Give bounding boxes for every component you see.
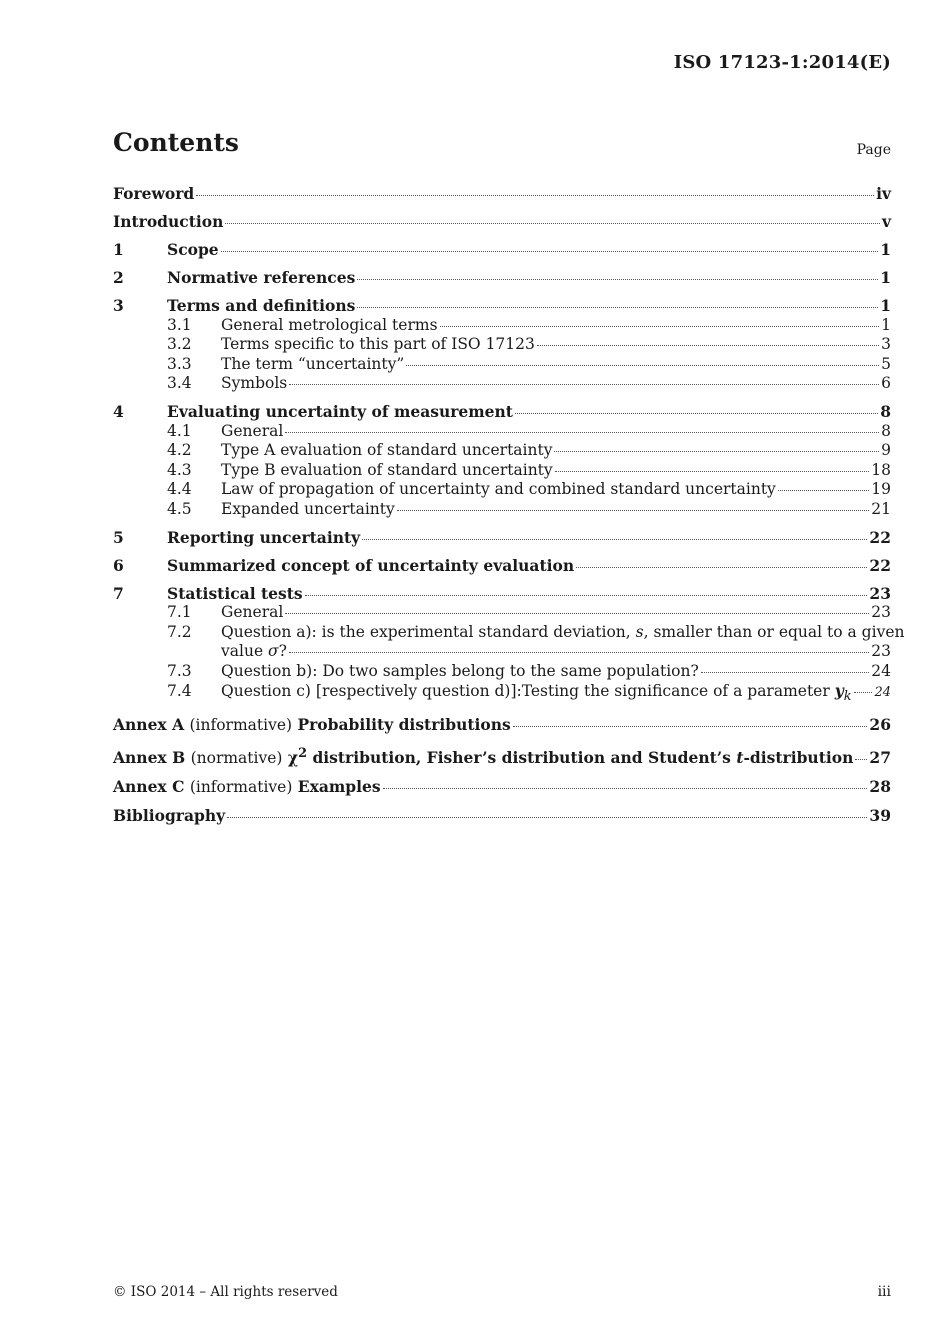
toc-entry-4-4[interactable] (113, 480, 891, 500)
toc-entry-number: 3.4 (167, 374, 192, 392)
toc-entry-3-3[interactable] (113, 355, 891, 375)
toc-entry-normative-references[interactable] (113, 268, 891, 288)
toc-entry-label (113, 744, 853, 769)
label-part: , smaller than or equal to a given (643, 622, 905, 641)
document-id: ISO 17123-1:2014(E) (673, 52, 891, 73)
toc-entry-number: 4.1 (167, 421, 192, 440)
toc-entry-label (221, 681, 852, 707)
toc-entry-label (113, 777, 381, 798)
toc-entry-number: 7 (113, 583, 124, 603)
annex-type: (informative) (189, 778, 293, 797)
symbol-chi: χ (287, 748, 299, 768)
toc-entry-label: Foreword (113, 184, 195, 203)
toc-entry-label: Introduction (113, 212, 224, 231)
dot-leader (515, 413, 878, 414)
toc-entry-label: Question b): Do two samples belong to the same population? (221, 661, 699, 680)
symbol-sigma: σ (268, 642, 279, 660)
toc-entry-page: 1 (881, 315, 891, 334)
toc-entry-page: 23 (871, 642, 891, 660)
toc-entry-bibliography[interactable] (113, 806, 891, 826)
toc-entry-4-5[interactable] (113, 500, 891, 520)
label-part: ? (278, 642, 287, 660)
dot-leader (778, 490, 869, 491)
dot-leader (855, 759, 867, 760)
toc-entry-7-4[interactable] (113, 681, 891, 707)
annex-type: (informative) (189, 716, 293, 735)
toc-entry-number: 1 (113, 240, 124, 259)
label-part: value (221, 642, 269, 660)
toc-entry-label: Bibliography (113, 806, 226, 826)
toc-entry-number: 3.2 (167, 335, 192, 353)
dot-leader (285, 432, 879, 433)
toc-entry-reporting-uncertainty[interactable] (113, 528, 891, 548)
label-part: Question c) [respectively question d)]:Testing the significance of a parameter (221, 682, 835, 700)
toc-entry-evaluating-uncertainty[interactable] (113, 402, 891, 422)
toc-entry-page: 23 (871, 603, 891, 621)
toc-entry-3-1[interactable] (113, 316, 891, 336)
toc-entry-label: Normative references (167, 268, 356, 287)
toc-entry-number: 4.2 (167, 441, 192, 459)
toc-entry-page: 8 (880, 402, 891, 421)
toc-entry-number: 6 (113, 555, 124, 575)
toc-entry-label: Summarized concept of uncertainty evaluation (167, 555, 575, 575)
annex-type: (normative) (190, 749, 283, 768)
toc-entry-number: 4.5 (167, 499, 192, 518)
toc-entry-label: The term “uncertainty” (221, 354, 405, 373)
dot-leader (555, 471, 870, 472)
toc-entry-number: 4 (113, 402, 124, 421)
contents-heading-row (113, 128, 891, 168)
dot-leader (576, 567, 867, 568)
toc-entry-4-3[interactable] (113, 461, 891, 481)
toc-entry-page: 23 (869, 583, 891, 603)
toc-entry-introduction[interactable] (113, 212, 891, 232)
toc-entry-7-3[interactable] (113, 662, 891, 682)
dot-leader (225, 223, 880, 224)
toc-entry-annex-b[interactable] (113, 744, 891, 769)
dot-leader (289, 384, 879, 385)
toc-entry-page: 27 (869, 748, 891, 768)
toc-entry-page: 22 (869, 555, 891, 575)
toc-entry-page: 21 (871, 499, 891, 518)
dot-leader (357, 279, 878, 280)
toc-entry-label: Type A evaluation of standard uncertainty (221, 441, 553, 459)
dot-leader (227, 817, 867, 818)
toc-entry-label: Expanded uncertainty (221, 499, 395, 518)
toc-entry-terms-and-definitions[interactable] (113, 296, 891, 316)
label-part: Question a): is the experimental standard deviation, (221, 622, 636, 641)
toc-entry-label: Terms and definitions (167, 296, 356, 315)
toc-entry-label: General (221, 603, 284, 621)
superscript-2: 2 (298, 746, 308, 762)
toc-entry-number: 7.1 (167, 603, 192, 621)
toc-entry-number: 2 (113, 268, 124, 287)
toc-entry-scope[interactable] (113, 240, 891, 260)
toc-entry-label: Terms specific to this part of ISO 17123 (221, 335, 535, 353)
toc-entry-7-2-continued[interactable] (113, 642, 891, 662)
toc-entry-page: 39 (869, 806, 891, 826)
toc-entry-page: v (881, 212, 891, 231)
dot-leader (440, 326, 880, 327)
toc-entry-page: 24 (874, 685, 891, 700)
toc-entry-page: 3 (881, 335, 891, 353)
annex-prefix: Annex C (113, 777, 185, 797)
toc-entry-page: 9 (881, 441, 891, 459)
toc-entry-page: 6 (881, 374, 891, 392)
toc-entry-number: 7.2 (167, 622, 192, 641)
dot-leader (513, 726, 868, 727)
page-number: iii (877, 1284, 891, 1300)
page-title: Contents (113, 128, 240, 157)
toc-entry-number: 5 (113, 527, 124, 547)
annex-prefix: Annex A (113, 715, 185, 735)
annex-title: Probability distributions (297, 715, 511, 735)
toc-entry-label (113, 715, 511, 736)
toc-entry-number: 7.3 (167, 661, 192, 680)
toc-entry-page: 1 (880, 268, 891, 287)
page-column-label: Page (856, 142, 891, 158)
toc-entry-3-4[interactable] (113, 374, 891, 394)
toc-entry-7-2[interactable] (113, 622, 905, 643)
toc-entry-annex-a[interactable] (113, 715, 891, 736)
dot-leader (285, 613, 869, 614)
dot-leader (854, 692, 873, 693)
toc-entry-label: Reporting uncertainty (167, 527, 361, 547)
toc-entry-page: 24 (871, 661, 891, 680)
toc-entry-label: Law of propagation of uncertainty and combined standard uncertainty (221, 480, 776, 498)
dot-leader (701, 672, 869, 673)
toc-entry-page: 28 (869, 777, 891, 797)
dot-leader (537, 345, 879, 346)
symbol-s: s (635, 622, 644, 641)
toc-entry-label: General metrological terms (221, 315, 438, 334)
toc-entry-label: Evaluating uncertainty of measurement (167, 402, 513, 421)
toc-entry-number: 3.1 (167, 315, 192, 334)
toc-entry-page: 8 (881, 421, 891, 440)
toc-entry-number: 7.4 (167, 682, 192, 700)
toc-entry-label: Scope (167, 240, 219, 259)
table-of-contents (113, 184, 905, 826)
dot-leader (397, 510, 869, 511)
toc-entry-label (221, 623, 904, 643)
copyright-notice: © ISO 2014 – All rights reserved (113, 1284, 338, 1300)
toc-entry-label: General (221, 421, 284, 440)
toc-entry-summarized-concept[interactable] (113, 556, 891, 576)
toc-entry-label: Statistical tests (167, 583, 303, 603)
toc-entry-page: 26 (869, 715, 891, 735)
toc-entry-annex-c[interactable] (113, 777, 891, 798)
toc-entry-label (221, 642, 287, 662)
toc-entry-page: 1 (880, 296, 891, 315)
toc-entry-foreword[interactable] (113, 184, 891, 204)
toc-entry-statistical-tests[interactable] (113, 584, 891, 604)
dot-leader (196, 195, 874, 196)
dot-leader (357, 307, 878, 308)
symbol-t: t (736, 748, 744, 768)
symbol-k: k (843, 689, 852, 705)
dot-leader (289, 652, 869, 653)
toc-entry-label: Type B evaluation of standard uncertainty (221, 460, 553, 479)
dot-leader (305, 595, 868, 596)
dot-leader (406, 365, 879, 366)
toc-entry-4-2[interactable] (113, 441, 891, 461)
toc-entry-4-1[interactable] (113, 422, 891, 442)
toc-entry-number: 4.3 (167, 460, 192, 479)
toc-entry-page: 5 (881, 354, 891, 373)
toc-entry-page: iv (876, 184, 891, 203)
dot-leader (383, 788, 868, 789)
annex-title: -distribution (743, 748, 854, 768)
toc-entry-7-1[interactable] (113, 603, 891, 623)
dot-leader (221, 251, 879, 252)
toc-entry-page: 19 (871, 480, 891, 498)
toc-entry-number: 3.3 (167, 354, 192, 373)
toc-entry-3-2[interactable] (113, 335, 891, 355)
toc-entry-number: 3 (113, 296, 124, 315)
annex-prefix: Annex B (113, 748, 186, 768)
toc-entry-number: 4.4 (167, 480, 192, 498)
toc-entry-page: 1 (880, 240, 891, 259)
toc-entry-page: 22 (869, 527, 891, 547)
dot-leader (362, 539, 867, 540)
toc-entry-page: 18 (871, 460, 891, 479)
symbol-y: y (834, 681, 844, 700)
dot-leader (554, 451, 879, 452)
annex-title: Examples (297, 777, 381, 797)
annex-title: distribution, Fisher’s distribution and Student’s (307, 748, 737, 768)
toc-entry-label: Symbols (221, 374, 288, 392)
